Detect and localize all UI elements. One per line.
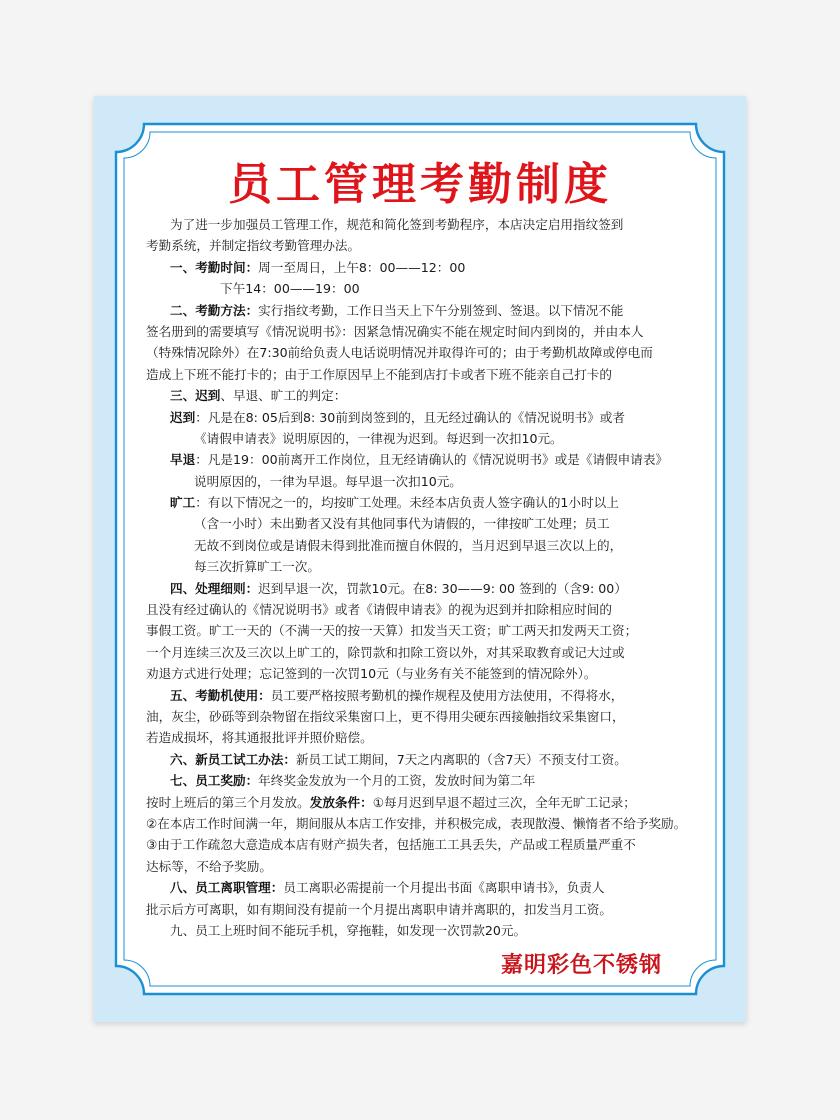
text-line (146, 449, 702, 470)
text-line (146, 535, 702, 556)
line-text: 造成上下班不能打卡的；由于工作原因早上不能到店打卡或者下班不能亲自己打卡的 (146, 366, 612, 382)
line-text: 一个月连续三次及三次以上旷工的，除罚款和扣除工资以外，对其采取教育或记大过或 (146, 644, 625, 660)
line-text: 下午14：00——19：00 (220, 281, 360, 297)
section-heading: 早退 (170, 452, 196, 468)
text-line (146, 278, 702, 299)
text-line (146, 620, 702, 641)
section-heading: 五、考勤机使用： (170, 687, 271, 703)
text-line (146, 663, 702, 684)
text-line (146, 834, 702, 855)
line-text: ③由于工作疏忽大意造成本店有财产损失者，包括施工工具丢失，产品或工程质量严重不 (146, 837, 636, 853)
text-line (146, 877, 702, 898)
section-heading: 一、考勤时间： (170, 259, 259, 275)
line-text: ：凡是在8: 05后到8: 30前到岗签到的，且无经过确认的《情况说明书》或者 (195, 409, 625, 425)
text-line (146, 899, 702, 920)
text-line (146, 749, 702, 770)
company-signature: 嘉明彩色不锈钢 (500, 952, 662, 978)
section-heading: 六、新员工试工办法： (170, 751, 296, 767)
line-text: 油，灰尘，砂砾等到杂物留在指纹采集窗口上，更不得用尖硬东西接触指纹采集窗口， (146, 708, 625, 724)
line-text: 、早退、旷工的判定： (220, 388, 347, 404)
regulation-body (146, 214, 702, 941)
line-text: 实行指纹考勤，工作日当天上下午分别签到、签退。以下情况不能 (258, 302, 624, 318)
line-text: 员工离职必需提前一个月提出书面《离职申请书》，负责人 (283, 880, 605, 896)
section-heading: 发放条件： (309, 794, 373, 810)
line-text: 按时上班后的第三个月发放。 (146, 794, 310, 810)
text-line (146, 300, 702, 321)
section-heading: 三、迟到 (170, 388, 221, 404)
text-line (146, 642, 702, 663)
text-line (146, 856, 702, 877)
text-line (146, 513, 702, 534)
line-text: 员工要严格按照考勤机的操作规程及使用方法使用，不得将水， (270, 687, 624, 703)
line-text: ②在本店工作时间满一年，期间服从本店工作安排，并积极完成，表现散漫、懒惰者不给予奖励。 (146, 815, 687, 831)
line-text: ：有以下情况之一的，均按旷工处理。未经本店负责人签字确认的1小时以上 (195, 495, 619, 511)
line-text: 《请假申请表》说明原因的，一律视为迟到。每迟到一次扣10元。 (194, 430, 563, 446)
line-text: 新员工试工期间，7天之内离职的（含7天）不预支付工资。 (295, 751, 627, 767)
line-text: （含一小时）未出勤者又没有其他同事代为请假的，一律按旷工处理；员工 (194, 516, 610, 532)
text-line (146, 920, 702, 941)
text-line (146, 706, 702, 727)
section-heading: 八、员工离职管理： (170, 880, 284, 896)
text-line (146, 257, 702, 278)
line-text: （特殊情况除外）在7:30前给负责人电话说明情况并取得许可的；由于考勤机故障或停电而 (146, 345, 653, 361)
text-line (146, 471, 702, 492)
text-line (146, 492, 702, 513)
page-title: 员工管理考勤制度 (228, 159, 612, 210)
line-text: 迟到早退一次，罚款10元。在8: 30——9: 00 签到的（含9: 00） (258, 580, 627, 596)
line-text: 事假工资。旷工一天的（不满一天的按一天算）扣发当天工资；旷工两天扣发两天工资； (146, 623, 638, 639)
line-text: 签名册到的需要填写《情况说明书》：因紧急情况确实不能在规定时间内到岗的，并由本人 (146, 323, 644, 339)
line-text: 年终奖金发放为一个月的工资，发放时间为第二年 (258, 773, 536, 789)
text-line (146, 385, 702, 406)
text-line (146, 214, 702, 235)
text-line (146, 727, 702, 748)
line-text: 周一至周日，上午8：00——12：00 (258, 259, 466, 275)
text-line (146, 813, 702, 834)
section-heading: 四、处理细则： (170, 580, 259, 596)
line-text: 批示后方可离职，如有期间没有提前一个月提出离职申请并离职的，扣发当月工资。 (146, 901, 612, 917)
section-heading: 旷工 (170, 495, 196, 511)
line-text: ①每月迟到早退不超过三次，全年无旷工记录； (372, 794, 636, 810)
line-text: 为了进一步加强员工管理工作，规范和简化签到考勤程序，本店决定启用指纹签到 (170, 217, 624, 232)
text-line (146, 321, 702, 342)
line-text: 说明原因的，一律为早退。每早退一次扣10元。 (194, 473, 462, 489)
text-line (146, 428, 702, 449)
line-text: ：凡是19：00前离开工作岗位，且无经请确认的《情况说明书》或是《请假申请表》 (195, 452, 669, 468)
poster (94, 96, 746, 1022)
section-heading: 二、考勤方法： (170, 302, 259, 318)
text-line (146, 342, 702, 363)
text-line (146, 685, 702, 706)
line-text: 若造成损坏，将其通报批评并照价赔偿。 (146, 730, 373, 746)
line-text: 无故不到岗位或是请假未得到批准而擅自休假的，当月迟到早退三次以上的， (194, 537, 623, 553)
text-line (146, 407, 702, 428)
line-text: 劝退方式进行处理；忘记签到的一次罚10元（与业务有关不能签到的情况除外）。 (146, 666, 597, 682)
text-line (146, 364, 702, 385)
text-line (146, 770, 702, 791)
text-line (146, 599, 702, 620)
text-line (146, 792, 702, 813)
text-line (146, 578, 702, 599)
line-text: 达标等，不给予奖励。 (146, 858, 272, 874)
text-line (146, 556, 702, 577)
section-heading: 七、员工奖励： (170, 773, 259, 789)
text-line (146, 235, 702, 256)
line-text: 且没有经过确认的《情况说明书》或者《请假申请表》的视为迟到并扣除相应时间的 (146, 602, 612, 618)
line-text: 九、员工上班时间不能玩手机，穿拖鞋，如发现一次罚款20元。 (170, 922, 527, 938)
line-text: 考勤系统，并制定指纹考勤管理办法。 (146, 238, 361, 254)
section-heading: 迟到 (170, 409, 196, 425)
line-text: 每三次折算旷工一次。 (194, 559, 320, 575)
